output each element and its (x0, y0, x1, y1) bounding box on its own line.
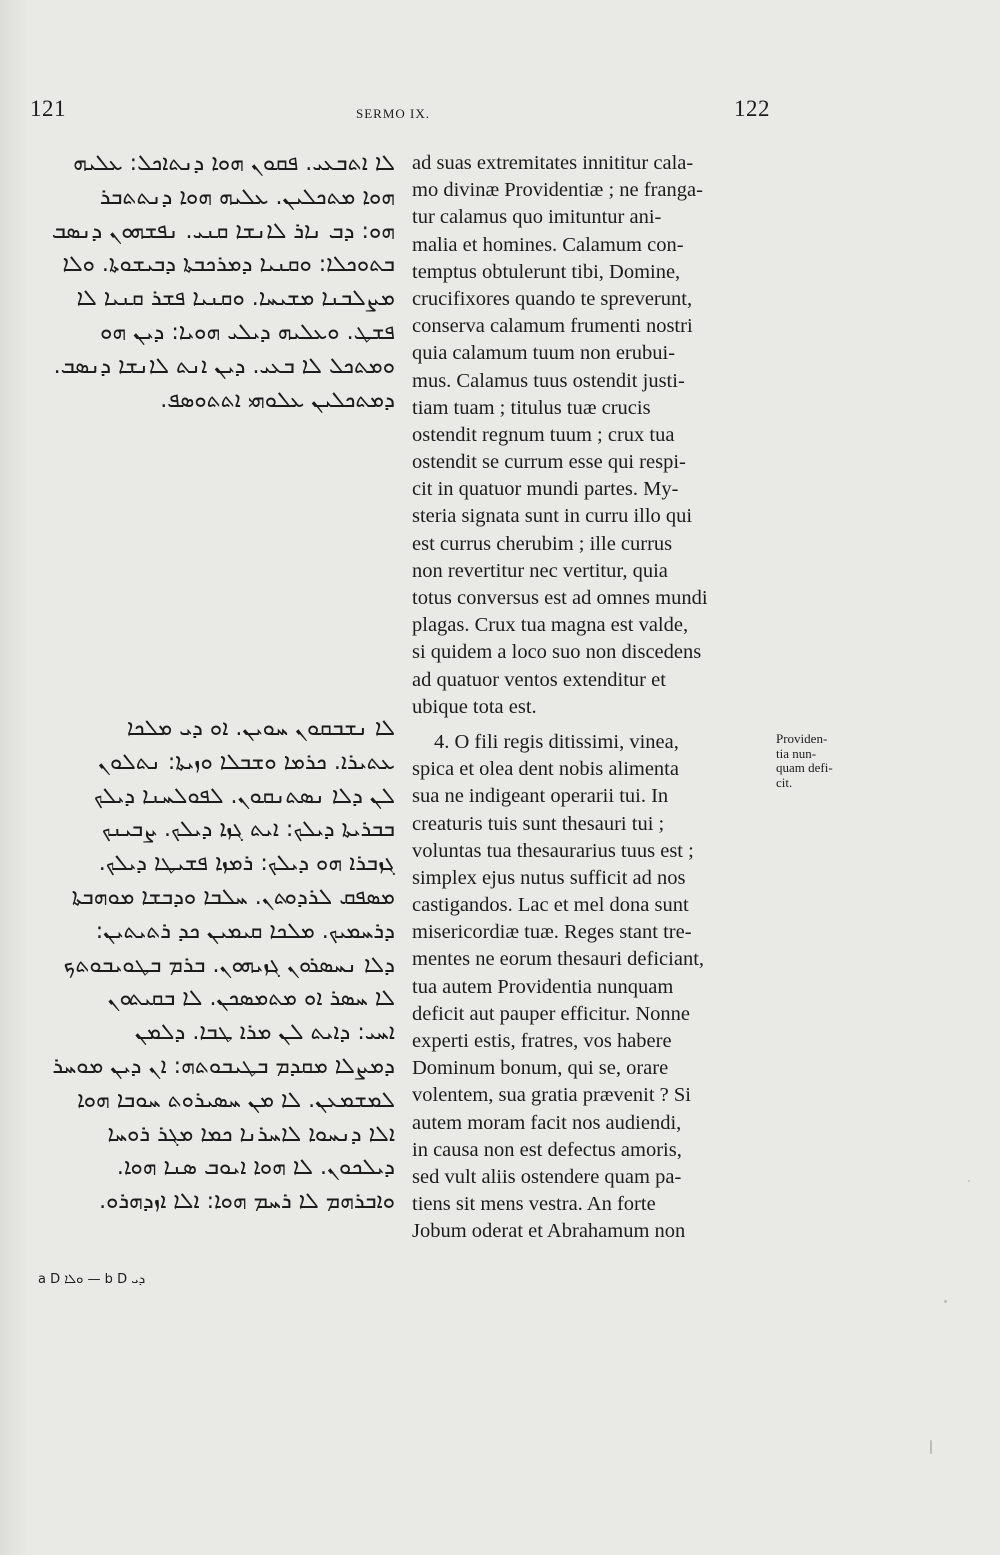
page-edge-shadow (0, 0, 28, 1555)
latin-line: temptus obtulerunt tibi, Domine, (412, 260, 681, 283)
latin-line: ad quatuor ventos extenditur et (412, 668, 666, 691)
margin-note-line: quam defi- (776, 760, 833, 775)
footnote: a D ܘܠܐ — b D ܕܝ (38, 1272, 146, 1287)
page-number-left: 121 (30, 96, 66, 121)
latin-line: voluntas tua thesaurarius tuus est ; (412, 839, 694, 862)
latin-paragraph-1 (412, 150, 768, 721)
latin-line: est currus cherubim ; ille currus (412, 532, 673, 555)
syriac-line: ܐܚܝ: ܕܐܝܬ ܠܢ ܡܪܐ ܛܒܐ. ܕܠܡܢ (134, 1020, 395, 1046)
latin-line: tiam tuam ; titulus tuæ crucis (412, 396, 651, 419)
latin-line: plagas. Crux tua magna est valde, (412, 614, 689, 637)
syriac-text-block-1 (30, 147, 395, 417)
latin-line: tur calamus quo imituntur ani- (412, 206, 662, 229)
latin-line: tua autem Providentia nunquam (412, 975, 674, 998)
latin-line: creaturis tuis sunt thesauri tui ; (412, 812, 665, 835)
syriac-line: ܕܪܚܡܝܟ. ܡܠܟܐ ܩܝܡܝܢ ܟܕ ܪܬܝܬܝܢ: (95, 918, 395, 944)
latin-line: ostendit se currum esse qui respi- (412, 451, 686, 474)
latin-line: castigandos. Lac et mel dona sunt (412, 894, 689, 917)
syriac-line: ܘܡܬܟܠ ܠܐ ܒܥܝ. ܕܝܢ ܐܢܬ ܠܐܢܫܐ ܕܢܣܒ. (53, 353, 395, 379)
syriac-line: ܡܨܠܒܢܐ ܡܫܝܚܐ. ܘܩܢܝܐ ܦܫܪ ܩܢܝܐ ܠܐ (76, 286, 395, 312)
latin-line: volentem, sua gratia prævenit ? Si (412, 1084, 691, 1107)
page-number-right: 122 (734, 96, 770, 121)
syriac-line: ܦܫܛ. ܘܥܠܝܗ ܕܝܠܝ ܗܘܝܐ: ܕܝܢ ܗܘ (100, 319, 395, 345)
syriac-line: ܘܐܒܪܗܡ ܠܐ ܪܚܡ ܗܘܐ: ܐܠܐ ܐܙܕܗܪܘ. (99, 1189, 395, 1215)
syriac-line: ܠܐ ܢܫܒܩܘܢ ܚܘܝܢ. ܐܘ ܕܝ ܡܠܟܐ (126, 716, 395, 741)
paragraph-gap (412, 721, 768, 729)
latin-line: mentes ne eorum thesauri deficiant, (412, 948, 705, 971)
syriac-line: ܓܙܒܪܐ ܗܘ ܕܝܠܟ: ܪܡܙܐ ܦܫܝܛܐ ܕܝܠܟ. (98, 851, 395, 877)
syriac-line: ܐܠܐ ܕܢܚܘܐ ܠܐܚܪܢܐ ܟܡܐ ܡܓܪ ܪܘܚܐ (107, 1121, 395, 1147)
margin-note-line: cit. (776, 774, 793, 790)
latin-line: ostendit regnum tuum ; crux tua (412, 423, 675, 446)
latin-line: conserva calamum frumenti nostri (412, 315, 693, 338)
syriac-line: ܒܬܘܟܠܐ: ܘܩܢܝܐ ܕܡܪܟܒܬܐ ܕܒܝܫܘܬܐ. ܘܠܐ (62, 252, 395, 278)
running-title: SERMO IX. (356, 106, 431, 121)
latin-line: sua ne indigeant operarii tui. In (412, 785, 669, 808)
syriac-line: ܠܡܫܡܥܢ. ܠܐ ܡܢ ܚܣܝܪܘܬ ܚܘܒܐ ܗܘܐ (77, 1087, 395, 1113)
syriac-line: ܕܠܐ ܢܚܣܪܘܢ ܓܙܝܗܘܢ. ܒܪܡ ܒܛܘܝܒܘܬܟ (63, 952, 395, 978)
latin-line: in causa non est defectus amoris, (412, 1138, 682, 1161)
latin-paragraph-2 (412, 729, 768, 1246)
syriac-line: ܕܡܬܟܠܝܢ ܥܠܘܗܝ ܐܬܬܘܣܦ. (160, 387, 395, 413)
latin-line: ubique tota est. (412, 695, 537, 718)
latin-line: crucifixores quando te spreverunt, (412, 287, 693, 310)
latin-line: Jobum oderat et Abrahamum non (412, 1220, 686, 1243)
latin-line: autem moram facit nos audiendi, (412, 1111, 682, 1134)
paper-speck (944, 1300, 947, 1303)
paper-speck (930, 1440, 932, 1454)
latin-line: experti estis, fratres, vos habere (412, 1030, 672, 1052)
latin-line: spica et olea dent nobis alimenta (412, 758, 679, 781)
latin-line: tiens sit mens vestra. An forte (412, 1193, 656, 1216)
syriac-line: ܠܐ ܐܬܒܥܝ. ܦܩܘܢ ܗܘܐ ܕܢܬܐܟܠ: ܥܠܝܗ (73, 151, 395, 176)
latin-line: totus conversus est ad omnes mundi (412, 587, 708, 609)
syriac-line: ܒܒܪܝܬܐ ܕܝܠܟ: ܐܝܬ ܓܙܐ ܕܝܠܟ. ܨܒܝܢܟ (101, 817, 395, 843)
latin-line: ad suas extremitates innititur cala- (412, 152, 694, 174)
syriac-line: ܗܘ: ܕܒ ܢܐܪ ܠܐܢܫܐ ܩܢܝ. ܢܦܫܗܘܢ ܕܢܣܒ (51, 218, 395, 244)
latin-line: sed vult aliis ostendere quam pa- (412, 1165, 682, 1188)
syriac-line: ܠܢ ܕܠܐ ܢܣܬܢܩܘܢ. ܠܦܘܠܚܢܐ ܕܝܠܟ (93, 783, 395, 809)
latin-line: simplex ejus nutus sufficit ad nos (412, 866, 686, 889)
syriac-line: ܠܐ ܚܣܪ ܐܘ ܡܬܡܣܟܢ. ܠܐ ܒܩܝܬܘܢ (107, 986, 395, 1012)
page-header (30, 96, 770, 132)
latin-line: deficit aut pauper efficitur. Nonne (412, 1002, 690, 1025)
syriac-line: ܕܡܨܠܐ ܡܩܕܡ ܒܛܝܒܘܬܗ: ܐܢ ܕܝܢ ܡܘܚܪ (52, 1053, 395, 1079)
latin-line: mo divinæ Providentiæ ; ne franga- (412, 179, 703, 202)
paper-speck (968, 1180, 970, 1182)
latin-line: quia calamum tuum non erubui- (412, 342, 676, 365)
syriac-line: ܡܣܦܩ ܠܪܕܘܬܢ. ܚܠܒܐ ܘܕܒܫܐ ܡܘܗܒܬܐ (71, 884, 395, 910)
syriac-text-block-2 (30, 712, 395, 1219)
syriac-line: ܥܬܝܪܐ. ܟܪܡܐ ܘܫܒܠܐ ܘܙܝܬܐ: ܢܬܠܘܢ (97, 749, 395, 775)
latin-line: cit in quatuor mundi partes. My- (412, 478, 679, 501)
latin-text-column (412, 150, 768, 1246)
latin-line: malia et homines. Calamum con- (412, 233, 684, 256)
syriac-line: ܗܘܐ ܡܬܟܠܝܢ. ܥܠܝܗ ܗܘܐ ܕܢܬܬܒܪ (99, 184, 395, 210)
latin-line: non revertitur nec vertitur, quia (412, 559, 668, 582)
margin-note (776, 732, 856, 790)
latin-line: steria signata sunt in curru illo qui (412, 505, 693, 528)
latin-line: Dominum bonum, qui se, orare (412, 1057, 669, 1080)
margin-note-line: Providen- (776, 731, 828, 746)
latin-line: 4. O fili regis ditissimi, vinea, (434, 730, 679, 753)
latin-line: misericordiæ tuæ. Reges stant tre- (412, 921, 692, 944)
margin-note-line: tia nun- (776, 745, 817, 761)
latin-line: si quidem a loco suo non discedens (412, 641, 702, 664)
syriac-line: ܕܝܠܟܘܢ. ܠܐ ܗܘܐ ܐܝܘܒ ܣܢܐ ܗܘܐ. (116, 1155, 395, 1181)
latin-line: mus. Calamus tuus ostendit justi- (412, 369, 685, 392)
